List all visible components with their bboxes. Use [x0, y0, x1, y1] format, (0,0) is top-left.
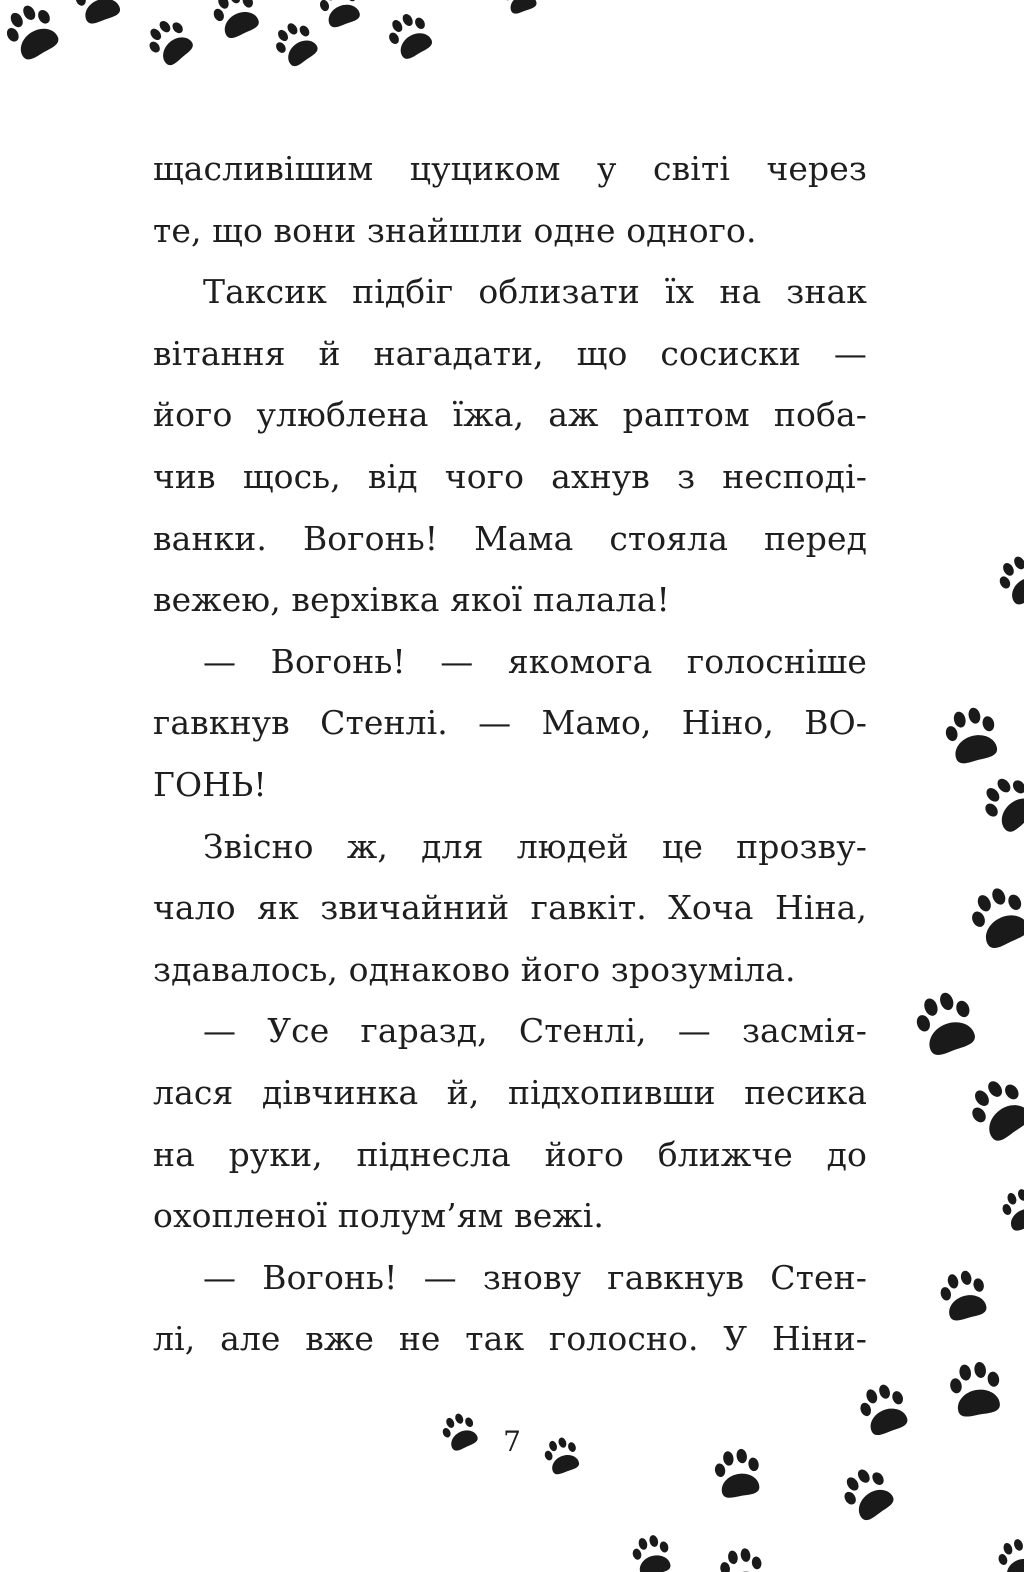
text-line: чив щось, від чого ахнув з несподі- — [153, 456, 867, 496]
text-line: те, що вони знайшли одне одного. — [153, 210, 757, 250]
paw-print-icon — [936, 1267, 991, 1323]
text-line: охопленої полум’ям вежі. — [153, 1196, 605, 1236]
text-line: вежею, верхівка якої палала! — [153, 580, 670, 620]
text-line: вітання й нагадати, що сосиски — — [153, 333, 867, 373]
paw-print-icon — [315, 0, 364, 30]
paw-print-icon — [629, 1532, 674, 1572]
paw-print-icon — [998, 1185, 1024, 1233]
paw-print-icon — [141, 13, 197, 70]
text-line: — Вогонь! — якомога голосніше — [203, 641, 867, 681]
paw-print-icon — [962, 1072, 1024, 1147]
paw-print-icon — [382, 8, 436, 63]
text-line: лі, але вже не так голосно. У Ніни- — [153, 1319, 867, 1359]
paw-print-icon — [993, 550, 1024, 609]
text-line: — Усе гаразд, Стенлі, — засмія- — [203, 1011, 867, 1051]
paw-print-icon — [499, 0, 540, 16]
paw-print-icon — [964, 881, 1024, 953]
paw-print-icon — [0, 0, 64, 64]
text-line: — Вогонь! — знову гавкнув Стен- — [203, 1257, 867, 1297]
paw-print-icon — [836, 1461, 899, 1524]
text-line: гавкнув Стенлі. — Мамо, Ніно, ВО- — [153, 703, 867, 743]
text-line: ванки. Вогонь! Мама стояла перед — [153, 518, 867, 558]
paw-print-icon — [941, 703, 1002, 766]
text-line: Таксик підбіг облизати їх на знак — [203, 272, 867, 312]
text-line: лася дівчинка й, підхопивши песика — [153, 1072, 867, 1112]
text-line: його улюблена їжа, аж раптом поба- — [153, 395, 867, 435]
body-text — [153, 138, 867, 1370]
text-line: здавалось, однаково його зрозуміла. — [153, 949, 796, 989]
text-line: щасливішим цуциком у світі через — [153, 149, 867, 188]
paw-print-icon — [910, 987, 981, 1060]
paw-print-icon — [994, 1535, 1024, 1572]
paw-print-icon — [208, 0, 264, 42]
text-line: на руки, піднесла його ближче до — [153, 1134, 867, 1174]
paw-print-icon — [976, 769, 1024, 837]
paw-print-icon — [947, 1359, 1005, 1419]
page-number: 7 — [503, 1425, 521, 1458]
paw-print-icon — [718, 1546, 767, 1572]
text-line: Звісно ж, для людей це прозву- — [203, 826, 867, 866]
paw-print-icon — [269, 16, 322, 70]
text-line: ГОНЬ! — [153, 764, 267, 804]
paw-print-icon — [71, 0, 125, 27]
text-line: чало як звичайний гавкіт. Хоча Ніна, — [153, 888, 867, 928]
